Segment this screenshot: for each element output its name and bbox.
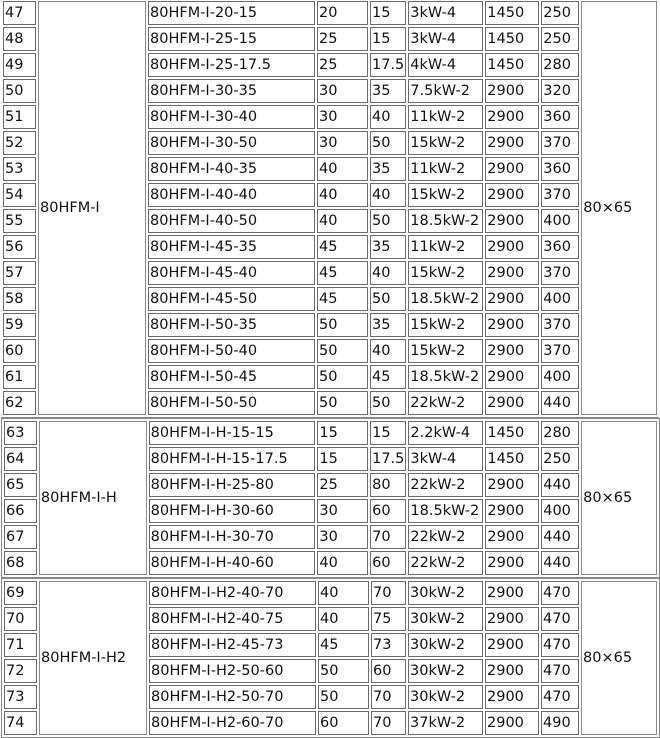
motor-power: 4kW-4 bbox=[408, 53, 483, 77]
value-a: 50 bbox=[317, 365, 368, 389]
model-name: 80HFM-I-40-50 bbox=[148, 209, 315, 233]
value-b: 70 bbox=[370, 525, 406, 549]
row-number: 50 bbox=[3, 79, 36, 103]
speed-rpm: 1450 bbox=[485, 447, 539, 471]
value-c: 280 bbox=[541, 421, 579, 445]
value-c: 470 bbox=[541, 633, 579, 657]
value-a: 45 bbox=[317, 261, 368, 285]
value-a: 25 bbox=[317, 473, 368, 497]
value-c: 360 bbox=[541, 157, 579, 181]
value-b: 35 bbox=[370, 313, 406, 337]
table-row bbox=[4, 581, 657, 605]
model-name: 80HFM-I-50-45 bbox=[148, 365, 315, 389]
port-size: 80×65 bbox=[581, 581, 657, 735]
value-c: 250 bbox=[541, 27, 579, 51]
model-name: 80HFM-I-H-30-70 bbox=[149, 525, 316, 549]
model-name: 80HFM-I-20-15 bbox=[148, 1, 315, 25]
motor-power: 11kW-2 bbox=[408, 235, 483, 259]
motor-power: 3kW-4 bbox=[408, 447, 483, 471]
motor-power: 18.5kW-2 bbox=[408, 499, 483, 523]
value-a: 40 bbox=[317, 209, 368, 233]
value-c: 250 bbox=[541, 447, 579, 471]
value-a: 30 bbox=[317, 79, 368, 103]
motor-power: 15kW-2 bbox=[408, 183, 483, 207]
value-c: 490 bbox=[541, 711, 579, 735]
value-c: 370 bbox=[541, 261, 579, 285]
speed-rpm: 2900 bbox=[485, 581, 539, 605]
row-number: 69 bbox=[4, 581, 37, 605]
motor-power: 30kW-2 bbox=[408, 581, 483, 605]
model-name: 80HFM-I-H-25-80 bbox=[149, 473, 316, 497]
value-c: 370 bbox=[541, 131, 579, 155]
value-b: 40 bbox=[370, 339, 406, 363]
pump-spec-table-1 bbox=[1, 418, 660, 578]
motor-power: 3kW-4 bbox=[408, 27, 483, 51]
pump-spec-table-0 bbox=[1, 0, 659, 418]
model-name: 80HFM-I-H2-50-70 bbox=[149, 685, 316, 709]
value-b: 40 bbox=[370, 105, 406, 129]
row-number: 62 bbox=[3, 391, 36, 415]
motor-power: 11kW-2 bbox=[408, 157, 483, 181]
value-a: 30 bbox=[317, 499, 368, 523]
model-name: 80HFM-I-50-35 bbox=[148, 313, 315, 337]
value-a: 25 bbox=[317, 53, 368, 77]
model-name: 80HFM-I-50-50 bbox=[148, 391, 315, 415]
value-b: 15 bbox=[370, 421, 406, 445]
value-b: 35 bbox=[370, 79, 406, 103]
value-b: 45 bbox=[370, 365, 406, 389]
speed-rpm: 2900 bbox=[485, 525, 539, 549]
value-c: 470 bbox=[541, 607, 579, 631]
value-b: 60 bbox=[370, 551, 406, 575]
model-name: 80HFM-I-30-50 bbox=[148, 131, 315, 155]
value-b: 50 bbox=[370, 391, 406, 415]
speed-rpm: 2900 bbox=[485, 131, 539, 155]
row-number: 56 bbox=[3, 235, 36, 259]
row-number: 74 bbox=[4, 711, 37, 735]
port-size: 80×65 bbox=[581, 421, 657, 575]
row-number: 58 bbox=[3, 287, 36, 311]
motor-power: 11kW-2 bbox=[408, 105, 483, 129]
motor-power: 3kW-4 bbox=[408, 1, 483, 25]
value-a: 60 bbox=[318, 711, 369, 735]
value-c: 400 bbox=[541, 209, 579, 233]
row-number: 65 bbox=[4, 473, 37, 497]
row-number: 55 bbox=[3, 209, 36, 233]
speed-rpm: 2900 bbox=[485, 183, 539, 207]
value-c: 470 bbox=[541, 581, 579, 605]
motor-power: 2.2kW-4 bbox=[408, 421, 483, 445]
value-a: 50 bbox=[317, 313, 368, 337]
value-c: 440 bbox=[541, 551, 579, 575]
row-number: 60 bbox=[3, 339, 36, 363]
row-number: 48 bbox=[3, 27, 36, 51]
value-a: 30 bbox=[317, 105, 368, 129]
value-b: 73 bbox=[371, 633, 406, 657]
speed-rpm: 2900 bbox=[485, 261, 539, 285]
speed-rpm: 2900 bbox=[485, 711, 539, 735]
value-b: 60 bbox=[371, 659, 406, 683]
value-b: 40 bbox=[370, 183, 406, 207]
motor-power: 18.5kW-2 bbox=[408, 287, 483, 311]
speed-rpm: 2900 bbox=[485, 79, 539, 103]
speed-rpm: 2900 bbox=[485, 287, 539, 311]
row-number: 52 bbox=[3, 131, 36, 155]
value-a: 45 bbox=[317, 235, 368, 259]
row-number: 72 bbox=[4, 659, 37, 683]
speed-rpm: 1450 bbox=[485, 1, 539, 25]
model-name: 80HFM-I-30-35 bbox=[148, 79, 315, 103]
speed-rpm: 2900 bbox=[485, 685, 539, 709]
table-row bbox=[4, 421, 657, 445]
value-c: 440 bbox=[541, 391, 579, 415]
motor-power: 22kW-2 bbox=[408, 525, 483, 549]
row-number: 66 bbox=[4, 499, 37, 523]
value-a: 30 bbox=[317, 525, 368, 549]
series-name: 80HFM-I-H bbox=[39, 421, 147, 575]
speed-rpm: 2900 bbox=[485, 235, 539, 259]
motor-power: 37kW-2 bbox=[408, 711, 483, 735]
series-name: 80HFM-I-H2 bbox=[39, 581, 147, 735]
value-a: 25 bbox=[317, 27, 368, 51]
model-name: 80HFM-I-H2-40-70 bbox=[149, 581, 316, 605]
model-name: 80HFM-I-30-40 bbox=[148, 105, 315, 129]
row-number: 63 bbox=[4, 421, 37, 445]
table-row bbox=[3, 1, 657, 25]
model-name: 80HFM-I-H2-50-60 bbox=[149, 659, 316, 683]
row-number: 54 bbox=[3, 183, 36, 207]
model-name: 80HFM-I-H2-60-70 bbox=[149, 711, 316, 735]
value-a: 50 bbox=[318, 685, 369, 709]
row-number: 68 bbox=[4, 551, 37, 575]
motor-power: 30kW-2 bbox=[408, 607, 483, 631]
model-name: 80HFM-I-H2-40-75 bbox=[149, 607, 316, 631]
value-c: 400 bbox=[541, 287, 579, 311]
motor-power: 22kW-2 bbox=[408, 473, 483, 497]
value-b: 40 bbox=[370, 261, 406, 285]
pump-spec-table-2 bbox=[1, 578, 660, 738]
speed-rpm: 2900 bbox=[485, 209, 539, 233]
model-name: 80HFM-I-H-15-17.5 bbox=[149, 447, 316, 471]
value-b: 15 bbox=[370, 27, 406, 51]
model-name: 80HFM-I-H2-45-73 bbox=[149, 633, 316, 657]
motor-power: 7.5kW-2 bbox=[408, 79, 483, 103]
model-name: 80HFM-I-45-35 bbox=[148, 235, 315, 259]
value-b: 35 bbox=[370, 157, 406, 181]
row-number: 59 bbox=[3, 313, 36, 337]
model-name: 80HFM-I-25-15 bbox=[148, 27, 315, 51]
model-name: 80HFM-I-25-17.5 bbox=[148, 53, 315, 77]
value-a: 40 bbox=[317, 551, 368, 575]
value-a: 40 bbox=[317, 183, 368, 207]
value-c: 360 bbox=[541, 105, 579, 129]
model-name: 80HFM-I-50-40 bbox=[148, 339, 315, 363]
speed-rpm: 2900 bbox=[485, 633, 539, 657]
row-number: 57 bbox=[3, 261, 36, 285]
motor-power: 15kW-2 bbox=[408, 313, 483, 337]
value-b: 17.5 bbox=[370, 447, 406, 471]
value-c: 370 bbox=[541, 339, 579, 363]
motor-power: 30kW-2 bbox=[408, 685, 483, 709]
value-a: 15 bbox=[317, 447, 368, 471]
value-c: 440 bbox=[541, 525, 579, 549]
speed-rpm: 2900 bbox=[485, 157, 539, 181]
row-number: 53 bbox=[3, 157, 36, 181]
model-name: 80HFM-I-40-35 bbox=[148, 157, 315, 181]
value-c: 400 bbox=[541, 499, 579, 523]
speed-rpm: 2900 bbox=[485, 499, 539, 523]
row-number: 61 bbox=[3, 365, 36, 389]
speed-rpm: 1450 bbox=[485, 27, 539, 51]
value-b: 15 bbox=[370, 1, 406, 25]
value-a: 50 bbox=[317, 339, 368, 363]
value-a: 15 bbox=[317, 421, 368, 445]
motor-power: 18.5kW-2 bbox=[408, 365, 483, 389]
value-b: 50 bbox=[370, 131, 406, 155]
value-b: 70 bbox=[371, 581, 406, 605]
motor-power: 15kW-2 bbox=[408, 131, 483, 155]
speed-rpm: 1450 bbox=[485, 53, 539, 77]
row-number: 73 bbox=[4, 685, 37, 709]
speed-rpm: 2900 bbox=[485, 551, 539, 575]
value-a: 20 bbox=[317, 1, 368, 25]
row-number: 49 bbox=[3, 53, 36, 77]
value-b: 50 bbox=[370, 209, 406, 233]
model-name: 80HFM-I-H-30-60 bbox=[149, 499, 316, 523]
value-c: 370 bbox=[541, 313, 579, 337]
row-number: 51 bbox=[3, 105, 36, 129]
model-name: 80HFM-I-40-40 bbox=[148, 183, 315, 207]
motor-power: 22kW-2 bbox=[408, 391, 483, 415]
model-name: 80HFM-I-45-40 bbox=[148, 261, 315, 285]
value-b: 35 bbox=[370, 235, 406, 259]
row-number: 70 bbox=[4, 607, 37, 631]
value-b: 80 bbox=[370, 473, 406, 497]
value-c: 370 bbox=[541, 183, 579, 207]
value-a: 50 bbox=[317, 391, 368, 415]
value-a: 45 bbox=[317, 287, 368, 311]
model-name: 80HFM-I-45-50 bbox=[148, 287, 315, 311]
value-b: 70 bbox=[371, 711, 406, 735]
row-number: 47 bbox=[3, 1, 36, 25]
speed-rpm: 2900 bbox=[485, 659, 539, 683]
value-b: 75 bbox=[371, 607, 406, 631]
model-name: 80HFM-I-H-15-15 bbox=[149, 421, 316, 445]
value-b: 70 bbox=[371, 685, 406, 709]
speed-rpm: 1450 bbox=[485, 421, 539, 445]
speed-rpm: 2900 bbox=[485, 339, 539, 363]
value-a: 40 bbox=[317, 157, 368, 181]
value-b: 60 bbox=[370, 499, 406, 523]
speed-rpm: 2900 bbox=[485, 365, 539, 389]
value-b: 17.5 bbox=[370, 53, 406, 77]
speed-rpm: 2900 bbox=[485, 313, 539, 337]
value-c: 320 bbox=[541, 79, 579, 103]
speed-rpm: 2900 bbox=[485, 391, 539, 415]
row-number: 67 bbox=[4, 525, 37, 549]
value-c: 360 bbox=[541, 235, 579, 259]
motor-power: 15kW-2 bbox=[408, 261, 483, 285]
speed-rpm: 2900 bbox=[485, 105, 539, 129]
value-a: 40 bbox=[318, 581, 369, 605]
value-c: 280 bbox=[541, 53, 579, 77]
value-a: 40 bbox=[318, 607, 369, 631]
spec-tables bbox=[1, 0, 660, 738]
speed-rpm: 2900 bbox=[485, 607, 539, 631]
value-b: 50 bbox=[370, 287, 406, 311]
motor-power: 15kW-2 bbox=[408, 339, 483, 363]
value-c: 250 bbox=[541, 1, 579, 25]
value-a: 45 bbox=[318, 633, 369, 657]
port-size: 80×65 bbox=[581, 1, 657, 415]
series-name: 80HFM-I bbox=[38, 1, 146, 415]
value-c: 470 bbox=[541, 685, 579, 709]
model-name: 80HFM-I-H-40-60 bbox=[149, 551, 316, 575]
row-number: 64 bbox=[4, 447, 37, 471]
motor-power: 30kW-2 bbox=[408, 633, 483, 657]
value-c: 470 bbox=[541, 659, 579, 683]
value-a: 30 bbox=[317, 131, 368, 155]
row-number: 71 bbox=[4, 633, 37, 657]
speed-rpm: 2900 bbox=[485, 473, 539, 497]
value-c: 400 bbox=[541, 365, 579, 389]
value-a: 50 bbox=[318, 659, 369, 683]
motor-power: 22kW-2 bbox=[408, 551, 483, 575]
motor-power: 18.5kW-2 bbox=[408, 209, 483, 233]
value-c: 440 bbox=[541, 473, 579, 497]
motor-power: 30kW-2 bbox=[408, 659, 483, 683]
